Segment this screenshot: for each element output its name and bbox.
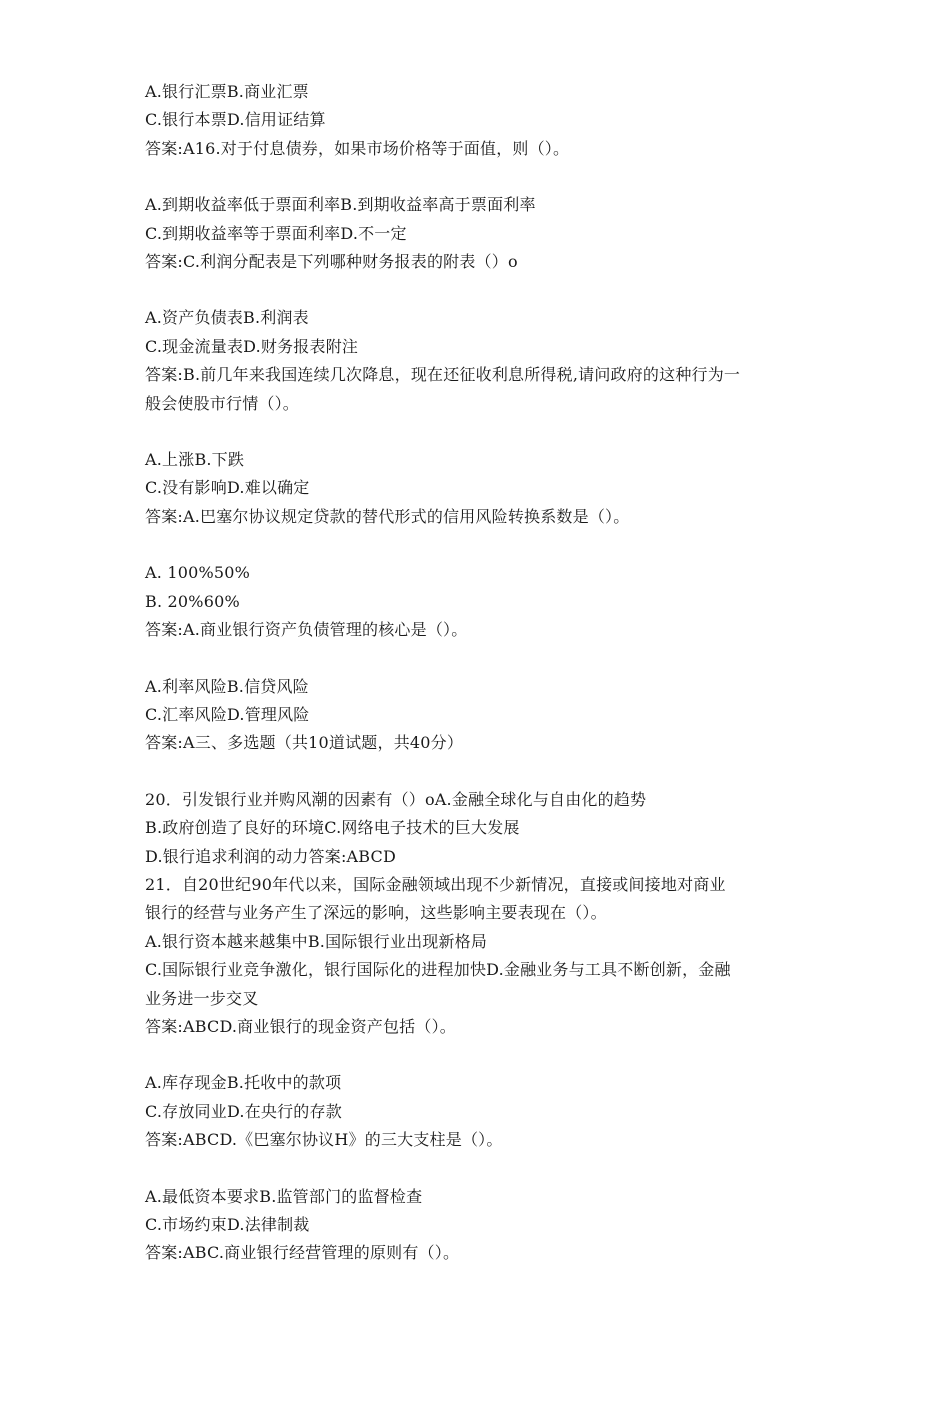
answer-line: 答案:C.利润分配表是下列哪种财务报表的附表（）o (145, 252, 518, 272)
answer-line: 答案:A.商业银行资产负债管理的核心是（）。 (145, 620, 468, 640)
option-line: C.现金流量表D.财务报表附注 (145, 336, 359, 356)
answer-line: 答案:A.巴塞尔协议规定贷款的替代形式的信用风险转换系数是（）。 (145, 506, 630, 526)
option-line: A.最低资本要求B.监管部门的监督检查 (145, 1186, 423, 1206)
option-line: C.没有影响D.难以确定 (145, 478, 310, 498)
question-block-2 (145, 191, 810, 276)
question-block-6 (145, 673, 810, 758)
answer-line: 答案:A16.对于付息债券，如果市场价格等于面值，则（）。 (145, 138, 570, 158)
answer-line: 答案:ABCD.《巴塞尔协议H》的三大支柱是（）。 (145, 1130, 503, 1150)
option-line: A.银行汇票B.商业汇票 (145, 82, 309, 101)
answer-line: D.银行追求利润的动力答案:ABCD (145, 846, 397, 866)
question-line: 21．自20世纪90年代以来，国际金融领域出现不少新情况，直接或间接地对商业 (145, 874, 726, 894)
option-line: C.银行本票D.信用证结算 (145, 110, 326, 130)
answer-line: 答案:ABC.商业银行经营管理的原则有（）。 (145, 1243, 460, 1263)
question-line: 般会使股市行情（）。 (145, 393, 300, 413)
option-line: A.到期收益率低于票面利率B.到期收益率高于票面利率 (145, 195, 536, 215)
question-block-7 (145, 786, 810, 1042)
question-line: 银行的经营与业务产生了深远的影响，这些影响主要表现在（）。 (145, 903, 607, 923)
option-line: A.利率风险B.信贷风险 (145, 676, 309, 696)
option-line: C.汇率风险D.管理风险 (145, 704, 310, 724)
option-line: 业务进一步交叉 (145, 988, 259, 1008)
option-line: C.市场约束D.法律制裁 (145, 1215, 310, 1234)
option-line: B. 20%60% (145, 591, 240, 611)
document-page (145, 78, 810, 1268)
question-block-3 (145, 304, 810, 418)
option-line: A.银行资本越来越集中B.国际银行业出现新格局 (145, 931, 488, 951)
option-line: A.上涨B.下跌 (145, 450, 245, 470)
question-line: 20．引发银行业并购风潮的因素有（）oA.金融全球化与自由化的趋势 (145, 789, 647, 809)
answer-line: 答案:A三、多选题（共10道试题，共40分） (145, 733, 464, 753)
option-line: A.资产负债表B.利润表 (145, 308, 309, 328)
question-block-5 (145, 559, 810, 644)
option-line: C.到期收益率等于票面利率D.不一定 (145, 223, 407, 243)
answer-line: 答案:B.前几年来我国连续几次降息，现在还征收利息所得税,请问政府的这种行为一 (145, 365, 741, 385)
option-line: C.存放同业D.在央行的存款 (145, 1101, 342, 1121)
question-block-1 (145, 78, 810, 163)
question-block-4 (145, 446, 810, 531)
option-line: B.政府创造了良好的环境C.网络电子技术的巨大发展 (145, 818, 520, 838)
option-line: A. 100%50% (145, 563, 251, 583)
answer-line: 答案:ABCD.商业银行的现金资产包括（）。 (145, 1016, 456, 1036)
question-block-9 (145, 1183, 810, 1268)
question-block-8 (145, 1069, 810, 1154)
option-line: A.库存现金B.托收中的款项 (145, 1073, 342, 1093)
option-line: C.国际银行业竞争激化，银行国际化的进程加快D.金融业务与工具不断创新，金融 (145, 960, 731, 980)
